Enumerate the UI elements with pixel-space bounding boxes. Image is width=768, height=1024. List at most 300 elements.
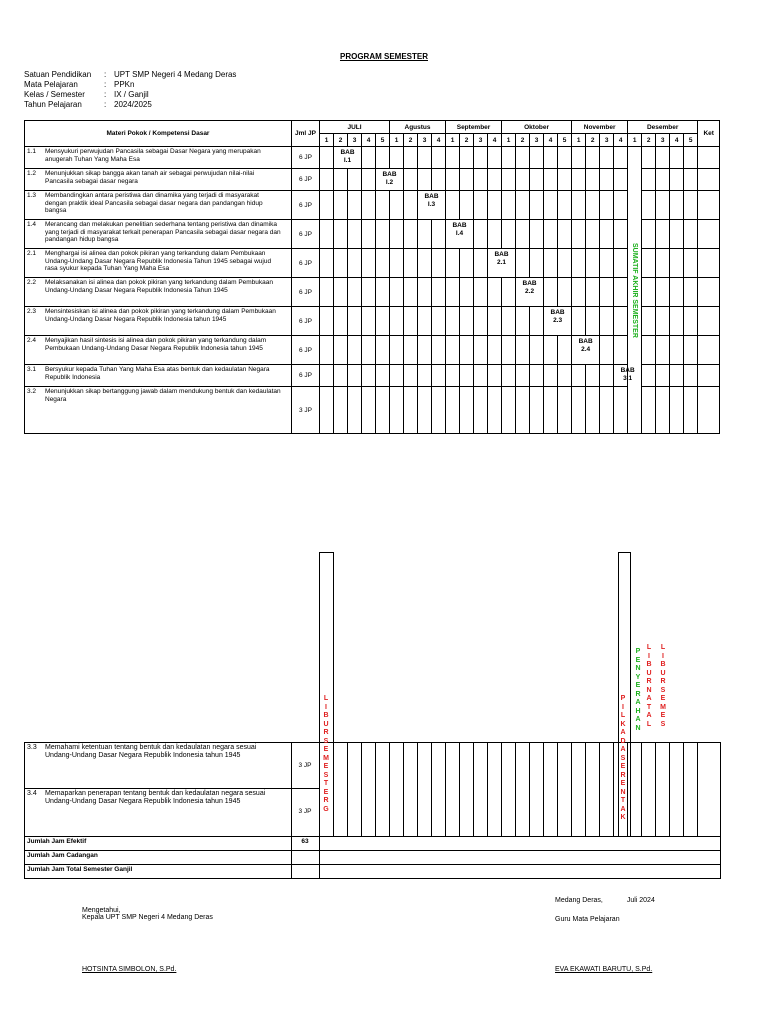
label-letter: M	[660, 703, 666, 711]
week-cell	[656, 169, 670, 191]
label-letter: K	[620, 814, 626, 821]
week-cell	[684, 147, 698, 169]
label-letter: L	[620, 712, 626, 719]
week-cell	[516, 307, 530, 336]
week-cell	[474, 365, 488, 387]
label-letter: U	[323, 720, 329, 728]
week-cell	[502, 365, 516, 387]
sumatif-cell	[628, 147, 642, 434]
kd-number: 1.4	[27, 221, 37, 228]
week-cell	[544, 387, 558, 434]
week-cell	[502, 336, 516, 365]
week-cell	[516, 220, 530, 249]
week-cell	[586, 249, 600, 278]
week-cell	[530, 307, 544, 336]
grid-line	[375, 742, 376, 836]
month-header: Desember	[628, 121, 698, 134]
kd-text: Menunjukkan sikap bangga akan tanah air sebagai perwujudan nilai-nilai Pancasila sebagai dasar negara	[45, 170, 255, 185]
ket-cell	[698, 169, 720, 191]
week-cell	[600, 387, 614, 434]
week-cell	[320, 307, 334, 336]
label-letter: E	[323, 763, 329, 770]
week-cell	[558, 191, 572, 220]
week-cell	[390, 307, 404, 336]
week-cell	[474, 336, 488, 365]
week-cell	[446, 365, 460, 387]
grid-line	[319, 552, 333, 553]
week-cell	[642, 307, 656, 336]
bab-cell	[334, 147, 362, 169]
week-cell	[460, 147, 474, 169]
week-header: 2	[460, 134, 474, 147]
grid-line	[571, 742, 572, 836]
week-cell	[600, 307, 614, 336]
table-row	[25, 278, 720, 307]
bab-number: I.3	[427, 201, 436, 208]
week-cell	[362, 169, 376, 191]
jml-jp-header: Jml JP	[292, 121, 320, 147]
kd-text: Bersyukur kepada Tuhan Yang Maha Esa atas bentuk dan kedaulatan Negara Republik Indonesia	[45, 366, 270, 381]
week-cell	[460, 249, 474, 278]
total-label: Jumlah Jam Efektif	[27, 838, 87, 845]
label-letter: L	[646, 720, 652, 728]
total-value: 63	[301, 838, 309, 845]
label-letter: E	[635, 682, 641, 689]
grid-line	[24, 864, 721, 865]
week-cell	[516, 191, 530, 220]
bab-cell	[544, 307, 572, 336]
jp-cell: 6 JP	[292, 365, 320, 387]
week-cell	[334, 365, 348, 387]
week-cell	[320, 336, 334, 365]
week-cell	[376, 191, 390, 220]
kd-number: 1.2	[27, 170, 37, 177]
week-cell	[642, 278, 656, 307]
week-cell	[488, 365, 502, 387]
label-letter: B	[646, 661, 652, 668]
week-cell	[404, 220, 418, 249]
bab-cell	[614, 365, 642, 387]
week-cell	[558, 169, 572, 191]
label-letter: P	[635, 648, 641, 655]
week-cell	[502, 387, 516, 434]
week-cell	[334, 336, 348, 365]
week-cell	[586, 307, 600, 336]
week-cell	[516, 169, 530, 191]
grid-line	[529, 742, 530, 836]
week-header: 3	[600, 134, 614, 147]
week-cell	[446, 249, 460, 278]
week-cell	[320, 278, 334, 307]
grid-line	[613, 742, 614, 836]
kd-number: 3.2	[27, 388, 37, 395]
week-cell	[446, 169, 460, 191]
kd-number: 3.1	[27, 366, 37, 373]
week-header: 3	[530, 134, 544, 147]
bab-label: BAB	[494, 251, 509, 258]
kd-text: Menunjukkan sikap bertanggung jawab dalam mendukung bentuk dan kedaulatan Negara	[45, 388, 281, 403]
header-row-months	[25, 121, 720, 134]
week-cell	[418, 336, 432, 365]
week-cell	[670, 365, 684, 387]
info-label: Kelas / Semester	[24, 90, 85, 99]
label-letter: B	[660, 661, 666, 668]
week-cell	[656, 336, 670, 365]
week-cell	[390, 365, 404, 387]
week-cell	[376, 278, 390, 307]
week-cell	[376, 249, 390, 278]
week-cell	[558, 278, 572, 307]
week-cell	[670, 169, 684, 191]
week-cell	[642, 365, 656, 387]
week-cell	[376, 307, 390, 336]
grid-line	[445, 742, 446, 836]
week-cell	[544, 249, 558, 278]
grid-line	[487, 742, 488, 836]
week-cell	[432, 249, 446, 278]
week-header: 5	[684, 134, 698, 147]
week-cell	[586, 365, 600, 387]
week-cell	[474, 307, 488, 336]
week-cell	[348, 336, 362, 365]
libur-semester-label	[321, 695, 331, 814]
week-header: 5	[376, 134, 390, 147]
week-cell	[320, 387, 334, 434]
bab-cell	[376, 169, 404, 191]
week-cell	[530, 147, 544, 169]
week-cell	[558, 365, 572, 387]
materi-cell	[25, 169, 292, 191]
week-cell	[530, 169, 544, 191]
week-cell	[418, 169, 432, 191]
jp-cell: 6 JP	[292, 278, 320, 307]
materi-header: Materi Pokok / Kompetensi Dasar	[25, 121, 292, 147]
bab-cell	[446, 220, 474, 249]
table-row	[25, 336, 720, 365]
week-cell	[418, 278, 432, 307]
label-letter: S	[323, 737, 329, 745]
materi-cell	[25, 147, 292, 169]
kd-number: 2.4	[27, 337, 37, 344]
label-letter: A	[635, 699, 641, 706]
grid-line	[24, 878, 721, 879]
bab-cell	[516, 278, 544, 307]
info-row	[24, 100, 236, 110]
week-cell	[460, 365, 474, 387]
week-cell	[614, 249, 628, 278]
week-cell	[642, 387, 656, 434]
week-cell	[488, 278, 502, 307]
week-cell	[390, 147, 404, 169]
week-cell	[558, 249, 572, 278]
label-letter: A	[620, 746, 626, 753]
week-cell	[334, 191, 348, 220]
materi-cell	[25, 220, 292, 249]
label-letter: M	[323, 754, 329, 762]
week-cell	[586, 387, 600, 434]
week-cell	[516, 365, 530, 387]
week-cell	[320, 169, 334, 191]
week-cell	[390, 249, 404, 278]
week-header: 2	[404, 134, 418, 147]
table-row	[25, 307, 720, 336]
week-header: 1	[446, 134, 460, 147]
week-cell	[600, 220, 614, 249]
grid-line	[543, 742, 544, 836]
week-cell	[334, 249, 348, 278]
week-cell	[670, 278, 684, 307]
grid-line	[697, 742, 698, 836]
info-colon: :	[104, 70, 107, 79]
week-cell	[558, 147, 572, 169]
label-letter: S	[660, 686, 666, 694]
info-row	[24, 90, 236, 100]
ket-cell	[698, 365, 720, 387]
week-cell	[474, 147, 488, 169]
info-row	[24, 80, 236, 90]
bab-label: BAB	[620, 367, 635, 374]
table-row	[25, 191, 720, 220]
info-colon: :	[104, 80, 107, 89]
ket-cell	[698, 220, 720, 249]
week-cell	[684, 220, 698, 249]
week-cell	[474, 249, 488, 278]
label-letter: K	[620, 720, 626, 728]
kd-number: 2.3	[27, 308, 37, 315]
week-cell	[474, 191, 488, 220]
week-cell	[572, 249, 586, 278]
grid-line	[641, 742, 642, 836]
week-cell	[586, 278, 600, 307]
kd-text: Membandingkan antara peristiwa dan dinamika yang terjadi di masyarakat dengan praktik ideal Pancasila sebagai dasar negara dan pandangan hidup bangsa	[45, 192, 263, 214]
week-cell	[404, 169, 418, 191]
grid-line	[515, 742, 516, 836]
week-cell	[348, 278, 362, 307]
bab-label: BAB	[424, 193, 439, 200]
week-cell	[642, 191, 656, 220]
grid-line	[24, 850, 721, 851]
label-letter: U	[660, 669, 666, 677]
info-label: Mata Pelajaran	[24, 80, 78, 89]
jp-cell: 6 JP	[292, 147, 320, 169]
week-cell	[474, 387, 488, 434]
week-cell	[488, 220, 502, 249]
week-cell	[348, 387, 362, 434]
bab-number: 2.2	[525, 288, 535, 295]
week-header: 2	[586, 134, 600, 147]
grid-line	[417, 742, 418, 836]
week-cell	[446, 278, 460, 307]
jp-cell: 3 JP	[298, 762, 312, 769]
week-cell	[600, 249, 614, 278]
week-cell	[348, 249, 362, 278]
label-letter: N	[635, 724, 641, 732]
label-letter: A	[635, 716, 641, 723]
week-cell	[586, 147, 600, 169]
week-cell	[376, 220, 390, 249]
grid-line	[24, 742, 25, 878]
week-cell	[614, 278, 628, 307]
week-cell	[348, 220, 362, 249]
week-cell	[404, 365, 418, 387]
grid-line	[501, 742, 502, 836]
bab-cell	[418, 191, 446, 220]
grid-line	[599, 742, 600, 836]
week-cell	[460, 169, 474, 191]
week-cell	[320, 191, 334, 220]
jp-cell: 6 JP	[292, 307, 320, 336]
week-cell	[516, 336, 530, 365]
label-letter: I	[325, 703, 327, 711]
week-cell	[684, 336, 698, 365]
grid-line	[361, 742, 362, 836]
info-row	[24, 70, 236, 80]
bab-label: BAB	[452, 222, 467, 229]
bab-number: I.1	[343, 157, 352, 164]
week-cell	[432, 387, 446, 434]
week-cell	[404, 307, 418, 336]
week-cell	[656, 249, 670, 278]
week-cell	[656, 278, 670, 307]
label-letter: A	[620, 805, 626, 813]
week-cell	[670, 220, 684, 249]
label-letter: N	[620, 788, 626, 796]
week-cell	[362, 147, 376, 169]
week-header: 4	[488, 134, 502, 147]
label-letter: A	[646, 712, 652, 719]
week-cell	[614, 191, 628, 220]
week-cell	[544, 169, 558, 191]
materi-cell	[25, 249, 292, 278]
week-cell	[656, 387, 670, 434]
bab-label: BAB	[550, 309, 565, 316]
week-cell	[656, 147, 670, 169]
week-cell	[432, 365, 446, 387]
jp-cell: 6 JP	[292, 336, 320, 365]
week-cell	[502, 147, 516, 169]
page-title: PROGRAM SEMESTER	[339, 52, 428, 61]
week-cell	[614, 307, 628, 336]
week-cell	[446, 191, 460, 220]
label-letter: E	[635, 656, 641, 664]
week-cell	[488, 191, 502, 220]
week-header: 4	[670, 134, 684, 147]
materi-cell	[25, 191, 292, 220]
jp-cell: 6 JP	[292, 220, 320, 249]
bab-number: I.2	[385, 179, 394, 186]
week-cell	[586, 220, 600, 249]
label-letter: E	[660, 695, 666, 702]
week-cell	[418, 387, 432, 434]
grid-line	[720, 742, 721, 878]
week-cell	[446, 336, 460, 365]
label-letter: E	[620, 780, 626, 787]
week-cell	[530, 220, 544, 249]
week-cell	[376, 365, 390, 387]
week-cell	[572, 278, 586, 307]
grid-line	[669, 742, 670, 836]
label-letter: N	[635, 665, 641, 672]
week-cell	[530, 365, 544, 387]
week-cell	[460, 307, 474, 336]
kd-text: Menghargai isi alinea dan pokok pikiran yang terkandung dalam Pembukaan Undang-Undang Dasar Negara Republik Indonesia Tahun 1945 sebagai wujud rasa syukur kepada Tuhan Yang Maha Esa	[45, 250, 272, 272]
materi-cell	[25, 789, 293, 806]
libur-semester-label-2	[658, 644, 668, 729]
week-cell	[488, 169, 502, 191]
label-letter: R	[323, 729, 329, 736]
week-cell	[656, 307, 670, 336]
materi-cell	[25, 278, 292, 307]
week-cell	[544, 336, 558, 365]
week-cell	[684, 169, 698, 191]
bab-number: 2.1	[497, 259, 507, 266]
week-cell	[460, 278, 474, 307]
week-header: 4	[362, 134, 376, 147]
week-cell	[460, 387, 474, 434]
label-letter: R	[660, 678, 666, 685]
week-cell	[572, 307, 586, 336]
week-cell	[446, 147, 460, 169]
table-row	[25, 147, 720, 169]
label-letter: A	[646, 695, 652, 702]
label-letter: E	[660, 712, 666, 719]
bab-label: BAB	[522, 280, 537, 287]
week-cell	[684, 387, 698, 434]
week-cell	[432, 147, 446, 169]
week-header: 2	[642, 134, 656, 147]
week-cell	[320, 249, 334, 278]
table-row	[25, 249, 720, 278]
week-cell	[446, 307, 460, 336]
week-cell	[572, 365, 586, 387]
month-header: Agustus	[390, 121, 446, 134]
week-cell	[446, 387, 460, 434]
week-cell	[362, 307, 376, 336]
info-label: Tahun Pelajaran	[24, 100, 82, 109]
week-cell	[404, 387, 418, 434]
jp-cell: 6 JP	[292, 191, 320, 220]
week-cell	[586, 169, 600, 191]
week-cell	[544, 365, 558, 387]
bab-label: BAB	[382, 171, 397, 178]
info-label: Satuan Pendidikan	[24, 70, 92, 79]
label-letter: R	[323, 797, 329, 804]
info-value: 2024/2025	[114, 100, 152, 109]
materi-cell	[25, 365, 292, 387]
week-cell	[474, 278, 488, 307]
week-cell	[684, 307, 698, 336]
info-colon: :	[104, 90, 107, 99]
week-cell	[502, 278, 516, 307]
week-cell	[404, 147, 418, 169]
headmaster-name: HOTSINTA SIMBOLON, S.Pd.	[82, 966, 177, 973]
headmaster-title: Mengetahui, Kepala UPT SMP Negeri 4 Medang Deras	[82, 907, 213, 921]
week-cell	[544, 220, 558, 249]
week-cell	[572, 169, 586, 191]
week-cell	[530, 249, 544, 278]
place-date: Medang Deras, Juli 2024	[555, 897, 655, 904]
bab-number: 2.4	[581, 346, 591, 353]
ket-cell	[698, 336, 720, 365]
week-cell	[320, 147, 334, 169]
week-cell	[684, 365, 698, 387]
week-cell	[614, 387, 628, 434]
week-header: 2	[516, 134, 530, 147]
kd-number: 1.1	[27, 148, 37, 155]
week-header: 4	[432, 134, 446, 147]
week-cell	[558, 220, 572, 249]
grid-line	[683, 742, 684, 836]
